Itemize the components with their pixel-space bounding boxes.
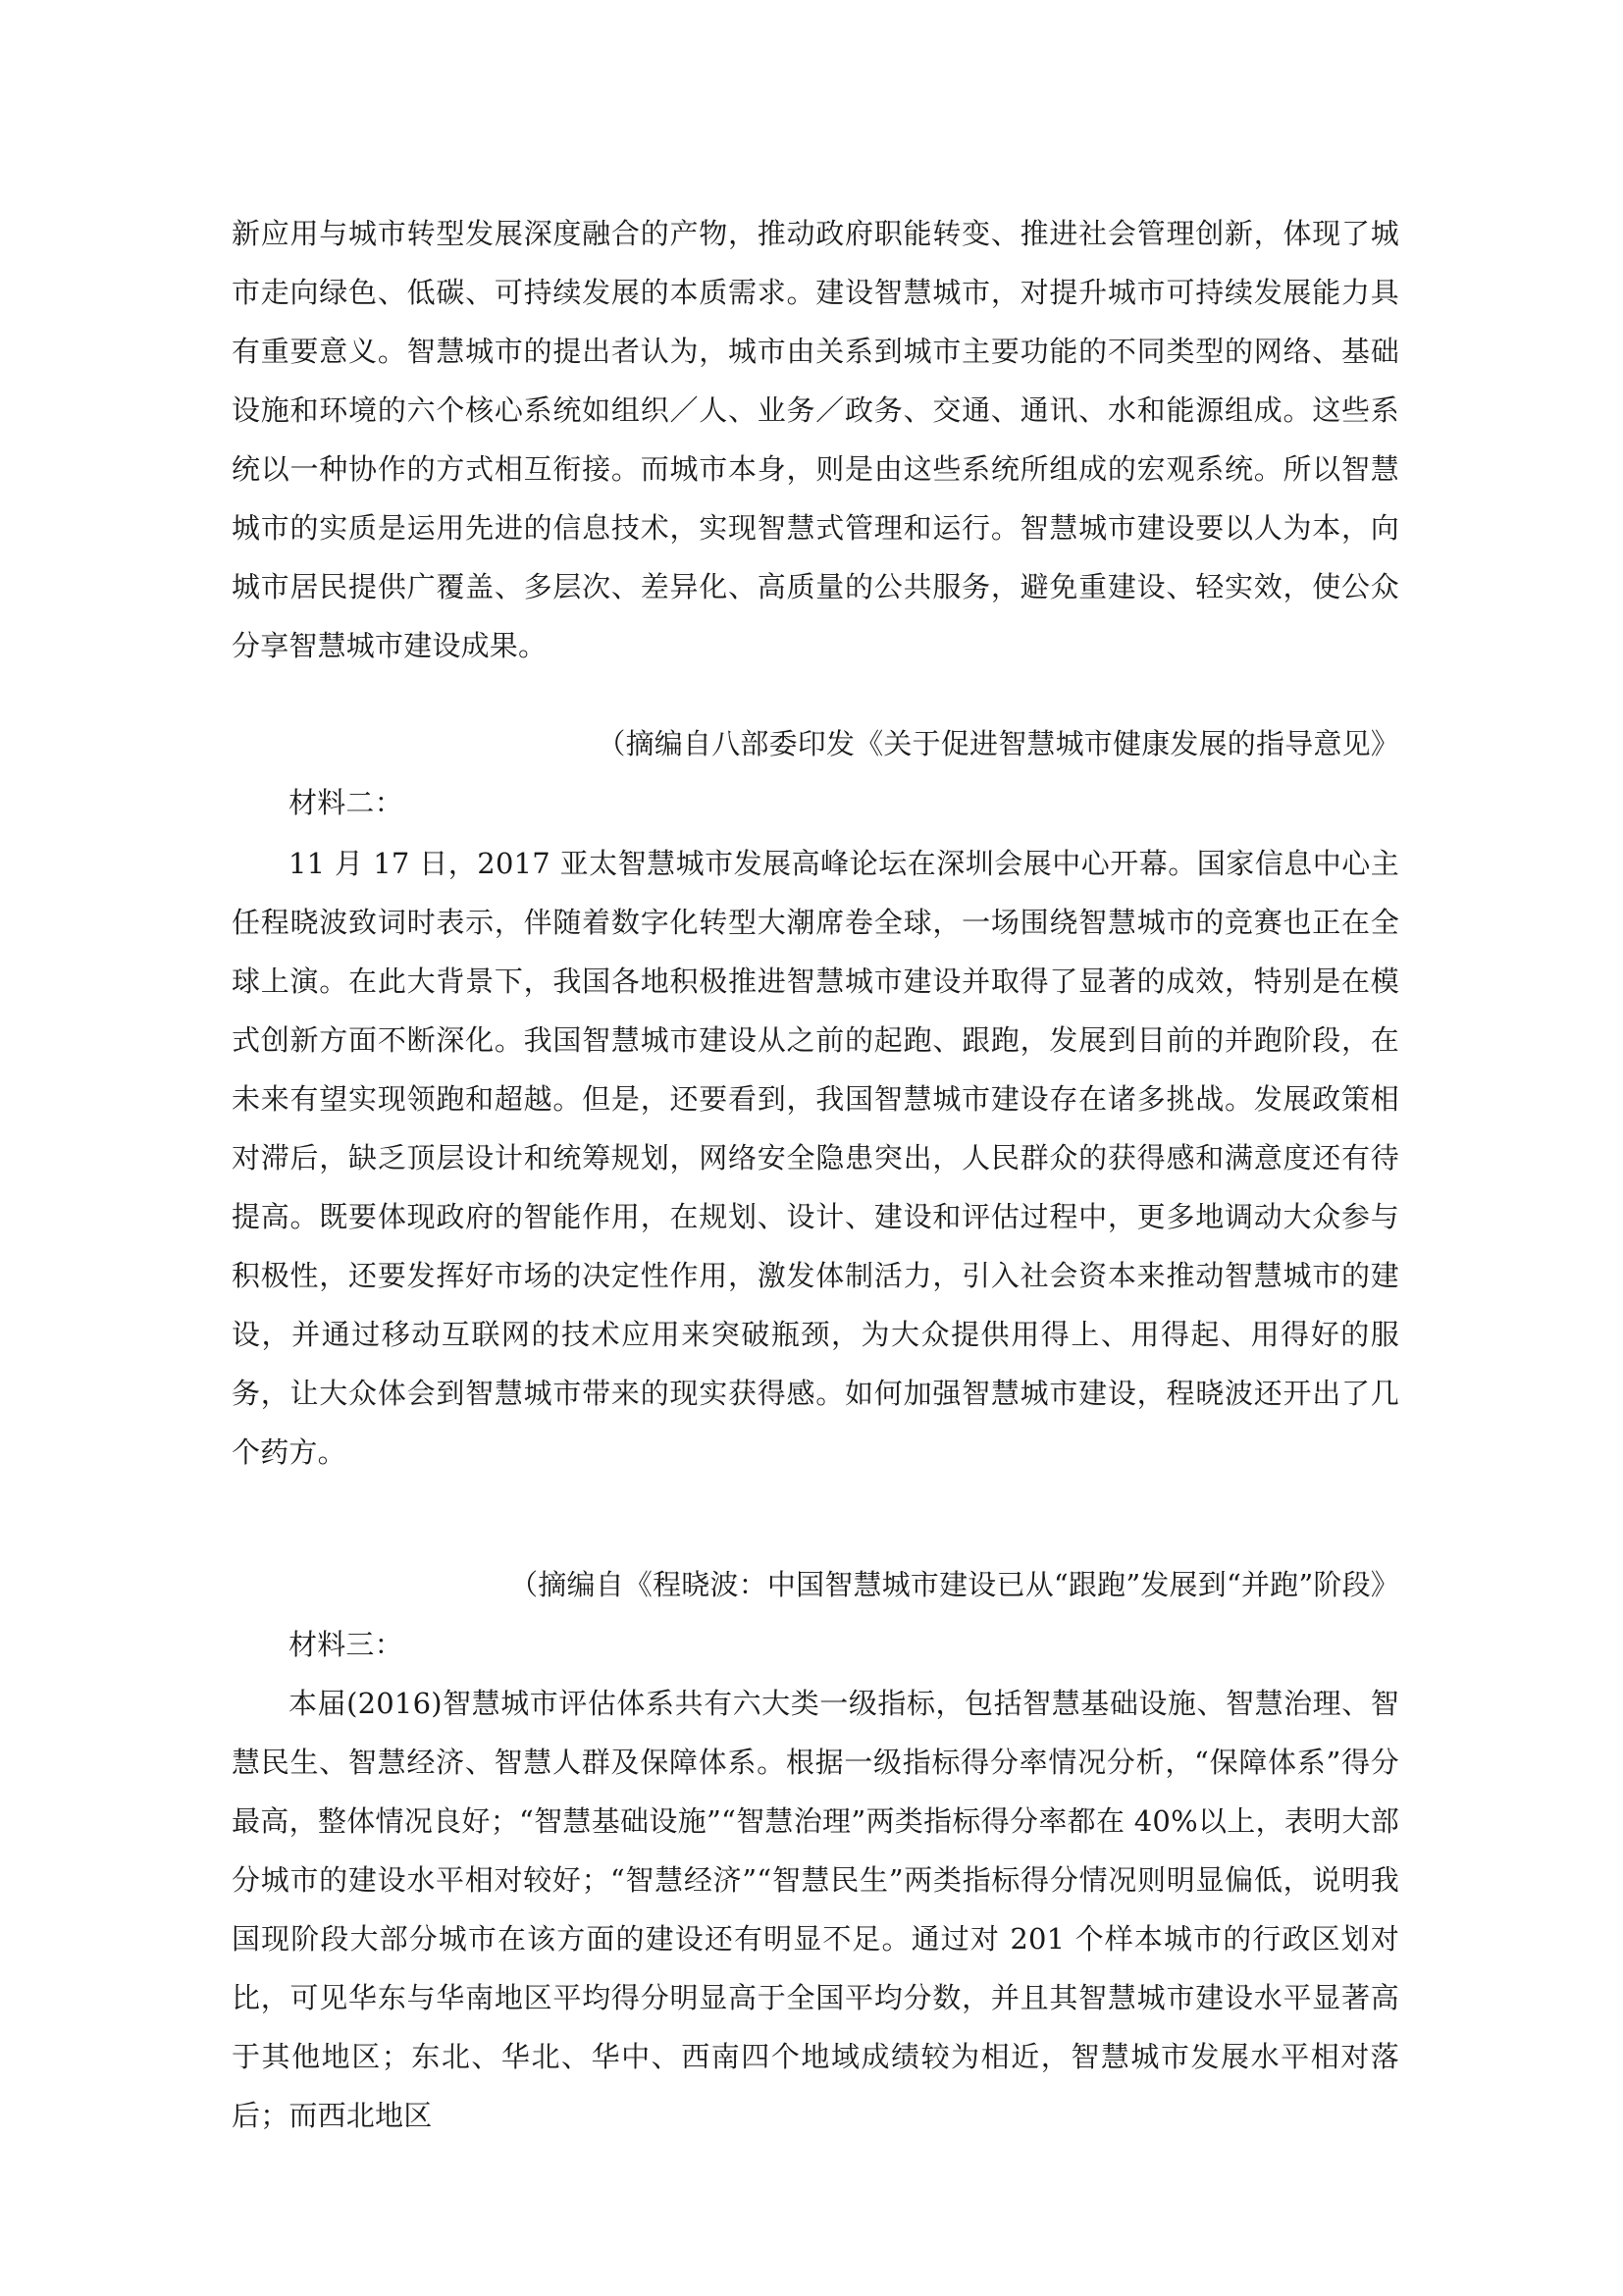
- paragraph-material-three: 本届(2016)智慧城市评估体系共有六大类一级指标，包括智慧基础设施、智慧治理、智慧民生、智慧经济、智慧人群及保障体系。根据一级指标得分率情况分析，“保障体系”得分最高，整体情况良好；“智慧基础设施”“智慧治理”两类指标得分率都在 40%以上，表明大部分城市的建设水平相对较好；“智慧经济”“智慧民生”两类指标得分情况则明显偏低，说明我国现阶段大部分城市在该方面的建设还有明显不足。通过对 201 个样本城市的行政区划对比，可见华东与华南地区平均得分明显高于全国平均分数，并且其智慧城市建设水平显著高于其他地区；东北、华北、华中、西南四个地域成绩较为相近，智慧城市发展水平相对落后；而西北地区: [232, 1687, 1399, 2132]
- material-one-source-block: [232, 714, 1399, 773]
- heading-material-two: 材料二：: [288, 786, 403, 819]
- material-two-heading-block: [232, 773, 1399, 832]
- material-three-text: [232, 1674, 1399, 2145]
- source-citation-one: （摘编自八部委印发《关于促进智慧城市健康发展的指导意见》: [597, 727, 1399, 760]
- material-two-source-block: [232, 1555, 1399, 1614]
- heading-material-three: 材料三：: [288, 1628, 403, 1661]
- source-citation-two: （摘编自《程晓波：中国智慧城市建设已从“跟跑”发展到“并跑”阶段》: [509, 1568, 1399, 1601]
- paragraph-material-one: 新应用与城市转型发展深度融合的产物，推动政府职能转变、推进社会管理创新，体现了城市走向绿色、低碳、可持续发展的本质需求。建设智慧城市，对提升城市可持续发展能力具有重要意义。智慧城市的提出者认为，城市由关系到城市主要功能的不同类型的网络、基础设施和环境的六个核心系统如组织／人、业务／政务、交通、通讯、水和能源组成。这些系统以一种协作的方式相互衔接。而城市本身，则是由这些系统所组成的宏观系统。所以智慧城市的实质是运用先进的信息技术，实现智慧式管理和运行。智慧城市建设要以人为本，向城市居民提供广覆盖、多层次、差异化、高质量的公共服务，避免重建设、轻实效，使公众分享智慧城市建设成果。: [232, 217, 1399, 662]
- material-two-text: [232, 834, 1399, 1482]
- material-one-text: [232, 204, 1399, 675]
- paragraph-material-two: 11 月 17 日，2017 亚太智慧城市发展高峰论坛在深圳会展中心开幕。国家信息中心主任程晓波致词时表示，伴随着数字化转型大潮席卷全球，一场围绕智慧城市的竞赛也正在全球上演。在此大背景下，我国各地积极推进智慧城市建设并取得了显著的成效，特别是在模式创新方面不断深化。我国智慧城市建设从之前的起跑、跟跑，发展到目前的并跑阶段，在未来有望实现领跑和超越。但是，还要看到，我国智慧城市建设存在诸多挑战。发展政策相对滞后，缺乏顶层设计和统筹规划，网络安全隐患突出，人民群众的获得感和满意度还有待提高。既要体现政府的智能作用，在规划、设计、建设和评估过程中，更多地调动大众参与积极性，还要发挥好市场的决定性作用，激发体制活力，引入社会资本来推动智慧城市的建设，并通过移动互联网的技术应用来突破瓶颈，为大众提供用得上、用得起、用得好的服务，让大众体会到智慧城市带来的现实获得感。如何加强智慧城市建设，程晓波还开出了几个药方。: [232, 847, 1399, 1469]
- material-three-heading-block: [232, 1615, 1399, 1674]
